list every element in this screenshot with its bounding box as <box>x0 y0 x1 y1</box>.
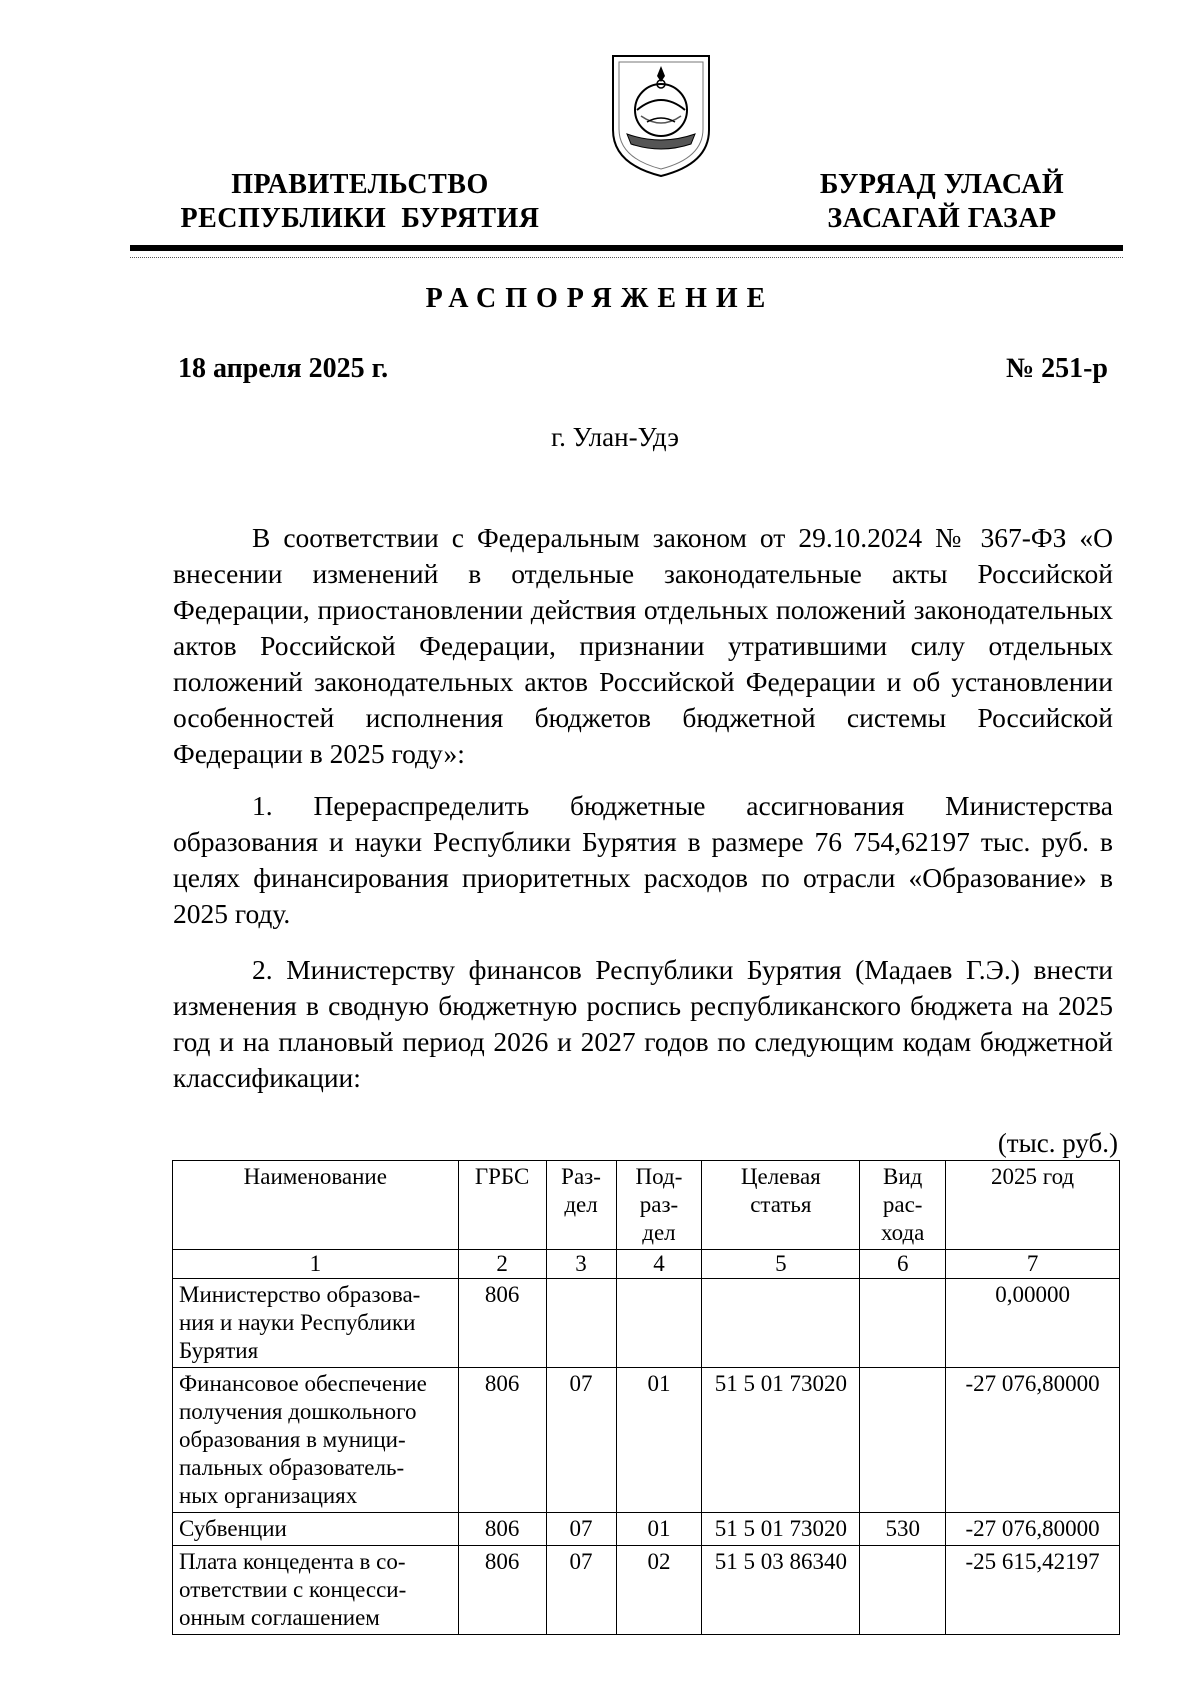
col-number: 7 <box>946 1250 1120 1279</box>
table-unit-label: (тыс. руб.) <box>997 1128 1118 1158</box>
table-header-row <box>173 1161 1120 1250</box>
document-city: г. Улан-Удэ <box>551 422 679 452</box>
cell-podrazdel <box>616 1279 702 1368</box>
cell-target: 51 5 01 73020 <box>702 1368 860 1513</box>
col-number: 6 <box>860 1250 946 1279</box>
header-rule-thin <box>130 257 1123 258</box>
coat-of-arms-icon <box>607 52 715 180</box>
header-right-line2: ЗАСАГАЙ ГАЗАР <box>827 203 1057 234</box>
table-row <box>173 1279 1120 1368</box>
cell-amount: -25 615,42197 <box>946 1546 1120 1635</box>
cell-target: 51 5 01 73020 <box>702 1513 860 1546</box>
paragraph-preamble: В соответствии с Федеральным законом от 29.10.2024 № 367-ФЗ «О внесении изменений в отдельные законодательные акты Российской Федерации, приостановлении действия отдельных положений законодательных актов Российской Федерации, признании утратившими силу отдельных положений законодательных актов Российской Федерации и об установлении особенностей исполнения бюджетов бюджетной системы Российской Федерации в 2025 году»: <box>173 522 1113 769</box>
cell-vid <box>860 1368 946 1513</box>
col-header-podrazdel: Под- раз- дел <box>616 1161 702 1250</box>
header-left-line2: РЕСПУБЛИКИ БУРЯТИЯ <box>180 203 540 234</box>
col-number: 3 <box>546 1250 616 1279</box>
table-column-numbers-row <box>173 1250 1120 1279</box>
header-right <box>782 168 1102 236</box>
cell-vid <box>860 1279 946 1368</box>
cell-name: Субвенции <box>173 1513 459 1546</box>
budget-table <box>172 1160 1120 1635</box>
cell-name: Министерство образова- ния и науки Республики Бурятия <box>173 1279 459 1368</box>
col-header-vid: Вид рас- хода <box>860 1161 946 1250</box>
cell-name: Плата концедента в со- ответствии с концесси- онным соглашением <box>173 1546 459 1635</box>
document-type: РАСПОРЯЖЕНИЕ <box>425 283 775 314</box>
cell-podrazdel: 02 <box>616 1546 702 1635</box>
cell-razdel: 07 <box>546 1546 616 1635</box>
col-header-target: Целевая статья <box>702 1161 860 1250</box>
header-right-line1: БУРЯАД УЛАСАЙ <box>819 169 1065 200</box>
cell-razdel: 07 <box>546 1368 616 1513</box>
document-date: 18 апреля 2025 г. <box>178 353 389 384</box>
col-number: 2 <box>458 1250 546 1279</box>
cell-vid: 530 <box>860 1513 946 1546</box>
col-number: 4 <box>616 1250 702 1279</box>
cell-name: Финансовое обеспечение получения дошкольного образования в муници- пальных образователь- ных организациях <box>173 1368 459 1513</box>
cell-razdel: 07 <box>546 1513 616 1546</box>
header-left <box>160 168 560 236</box>
paragraph-item-1: 1. Перераспределить бюджетные ассигнования Министерства образования и науки Республики Бурятия в размере 76 754,62197 тыс. руб. в целях финансирования приоритетных расходов по отрасли «Образование» в 2025 году. <box>173 790 1113 929</box>
header-rule-thick <box>130 245 1123 251</box>
cell-amount: 0,00000 <box>946 1279 1120 1368</box>
header-left-line1: ПРАВИТЕЛЬСТВО <box>231 169 489 200</box>
cell-amount: -27 076,80000 <box>946 1368 1120 1513</box>
cell-target: 51 5 03 86340 <box>702 1546 860 1635</box>
cell-amount: -27 076,80000 <box>946 1513 1120 1546</box>
cell-target <box>702 1279 860 1368</box>
table-row <box>173 1513 1120 1546</box>
cell-vid <box>860 1546 946 1635</box>
col-header-amount: 2025 год <box>946 1161 1120 1250</box>
table-row <box>173 1368 1120 1513</box>
cell-grbs: 806 <box>458 1513 546 1546</box>
col-number: 5 <box>702 1250 860 1279</box>
cell-podrazdel: 01 <box>616 1368 702 1513</box>
cell-grbs: 806 <box>458 1546 546 1635</box>
col-header-razdel: Раз- дел <box>546 1161 616 1250</box>
paragraph-item-2: 2. Министерству финансов Республики Бурятия (Мадаев Г.Э.) внести изменения в сводную бюджетную роспись республиканского бюджета на 2025 год и на плановый период 2026 и 2027 годов по следующим кодам бюджетной классификации: <box>173 954 1113 1093</box>
cell-razdel <box>546 1279 616 1368</box>
cell-podrazdel: 01 <box>616 1513 702 1546</box>
document-number: № 251-р <box>1005 353 1108 384</box>
col-header-grbs: ГРБС <box>458 1161 546 1250</box>
col-number: 1 <box>173 1250 459 1279</box>
col-header-name: Наименование <box>173 1161 459 1250</box>
table-row <box>173 1546 1120 1635</box>
cell-grbs: 806 <box>458 1368 546 1513</box>
cell-grbs: 806 <box>458 1279 546 1368</box>
